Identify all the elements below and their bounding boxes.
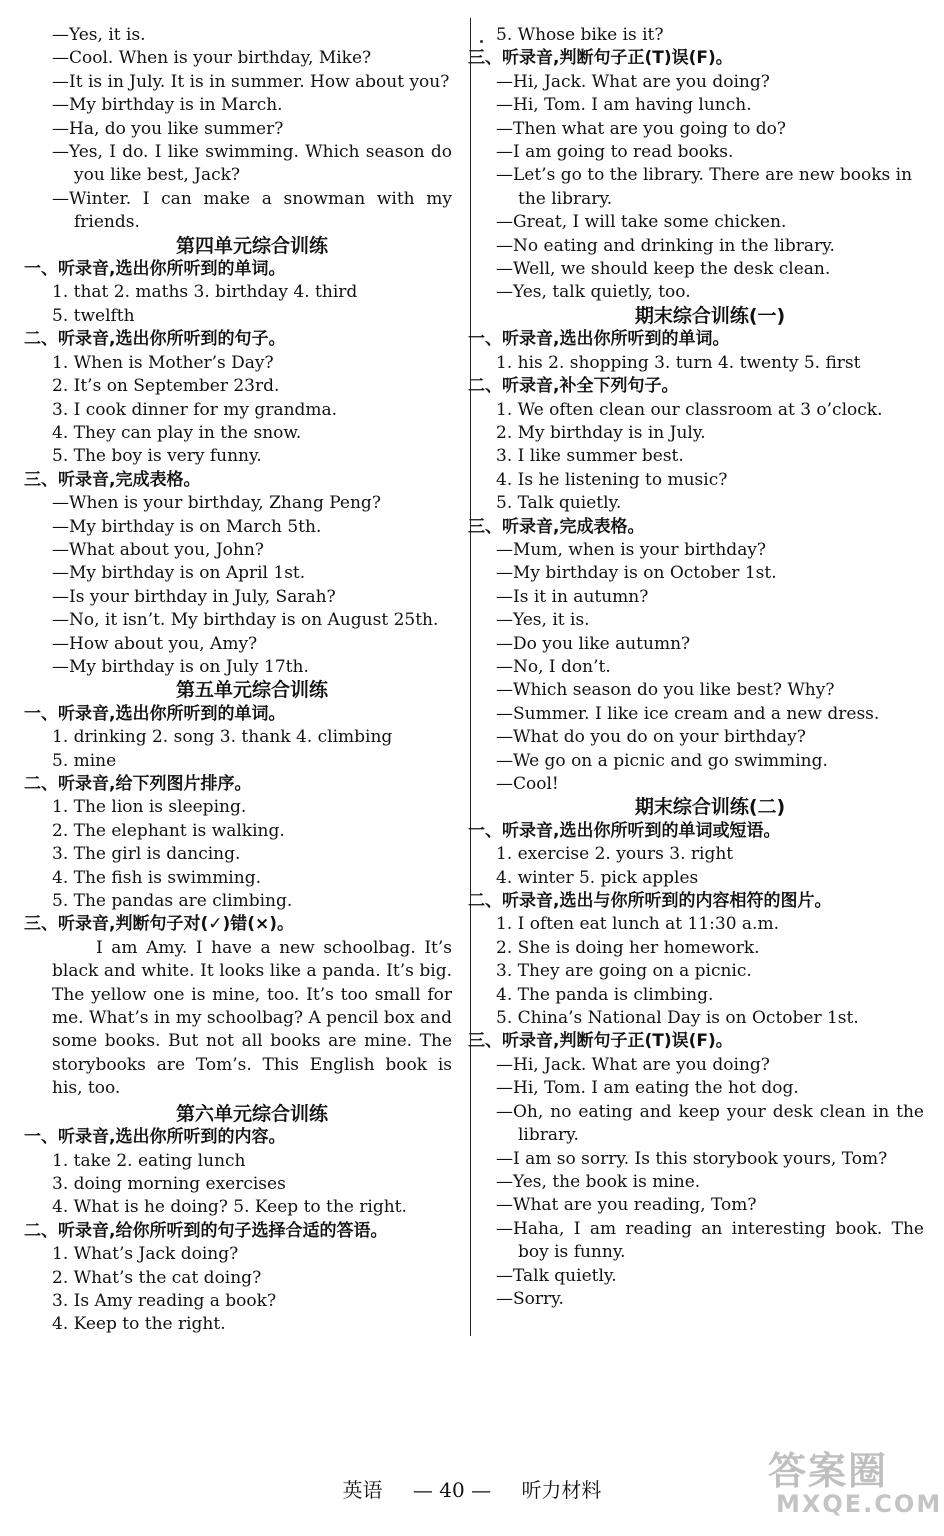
watermark-url: MXQE.COM [776,1490,943,1518]
unit5-title: 第五单元综合训练 [175,679,328,702]
column-divider [470,18,471,1336]
section-heading: 二、听录音,选出与你所听到的内容相符的图片。 [468,891,832,912]
answer-line: 1. his 2. shopping 3. turn 4. twenty 5. first [496,352,861,373]
answer-line: 3. I cook dinner for my grandma. [52,399,338,420]
answer-line: 1. When is Mother’s Day? [52,352,274,373]
dialogue-line: —My birthday is in March. [52,95,283,116]
dialogue-line: —Yes, talk quietly, too. [496,282,691,303]
watermark-logo-text: 答案圈 [768,1449,889,1493]
answer-line: 4. The fish is swimming. [52,867,261,888]
dialogue-line: —We go on a picnic and go swimming. [496,750,828,771]
section-heading: 三、听录音,判断句子正(T)误(F)。 [468,1031,733,1052]
answer-line: 4. They can play in the snow. [52,422,302,443]
section-heading: 二、听录音,选出你所听到的句子。 [24,329,286,350]
dialogue-line: —No, I don’t. [496,656,611,677]
answer-line: 4. Is he listening to music? [496,469,728,490]
dialogue-line: —My birthday is on July 17th. [52,656,309,677]
answer-line: 2. The elephant is walking. [52,820,285,841]
footer-subject: 英语 [342,1478,383,1502]
dialogue-line: —Yes, it is. [52,25,146,45]
answer-line: 5. China’s National Day is on October 1st. [496,1008,859,1029]
dialogue-line: —It is in July. It is in summer. How about you? [52,71,450,92]
answer-line: 2. She is doing her homework. [496,937,760,958]
dialogue-line: —What are you reading, Tom? [496,1195,757,1216]
answer-line: 5. Talk quietly. [496,493,622,514]
answer-line: 2. My birthday is in July. [496,422,706,443]
dialogue-line: —Yes, I do. I like swimming. Which season do you like best, Jack? [52,142,452,186]
dialogue-line: —Oh, no eating and keep your desk clean in the library. [496,1101,924,1146]
dialogue-line: —Mum, when is your birthday? [496,539,767,560]
answer-line: 4. winter 5. pick apples [496,867,699,888]
dialogue-line: —Ha, do you like summer? [52,118,284,139]
page-number: — 40 — [412,1478,492,1502]
answer-line: 4. The panda is climbing. [496,984,714,1005]
dialogue-line: —When is your birthday, Zhang Peng? [52,493,381,514]
unit6-title: 第六单元综合训练 [175,1102,328,1125]
section-heading: 三、听录音,完成表格。 [24,469,201,490]
section-heading: 三、听录音,判断句子正(T)误(F)。 [468,48,733,69]
footer-label: 听力材料 [521,1478,602,1502]
dialogue-line: —Let’s go to the library. There are new books in the library. [496,165,913,209]
dialogue-line: —Hi, Jack. What are you doing? [496,71,770,92]
answer-line: 1. I often eat lunch at 11:30 a.m. [496,914,779,935]
dialogue-line: —My birthday is on April 1st. [52,563,306,584]
section-heading: 一、听录音,选出你所听到的内容。 [24,1127,286,1148]
answer-line: 1. What’s Jack doing? [52,1244,239,1265]
dialogue-line: —My birthday is on October 1st. [496,563,777,584]
passage-paragraph: I am Amy. I have a new schoolbag. It’s black and white. It looks like a panda. It’s big. The yellow one is mine, too. It’s too small for me. What’s in my schoolbag? A pencil box and some books. But not all books are mine. The storybooks are Tom’s. This English book is his, too. [52,937,452,1099]
answer-line: 2. What’s the cat doing? [52,1267,262,1288]
dialogue-line: —How about you, Amy? [52,633,258,654]
dialogue-line: —Cool. When is your birthday, Mike? [52,48,372,69]
dialogue-line: —Do you like autumn? [496,633,691,654]
dialogue-line: —Hi, Tom. I am eating the hot dog. [496,1078,799,1099]
left-column [24,24,452,1337]
dialogue-line: —I am going to read books. [496,142,734,163]
answer-line: 1. We often clean our classroom at 3 o’clock. [496,399,883,420]
answer-line: 5. mine [52,750,117,771]
answer-line: 1. exercise 2. yours 3. right [496,844,734,865]
watermark [760,1440,943,1528]
answer-line: 3. I like summer best. [496,446,684,467]
answer-line: 1. that 2. maths 3. birthday 4. third [52,282,358,303]
answer-line: 4. Keep to the right. [52,1314,226,1335]
unit4-title: 第四单元综合训练 [175,234,328,257]
dialogue-line: —Is it in autumn? [496,586,649,607]
section-heading: 一、听录音,选出你所听到的单词。 [24,259,286,280]
answer-line: 3. The girl is dancing. [52,844,241,865]
answer-line: 5. The pandas are climbing. [52,891,293,912]
answer-line: 1. take 2. eating lunch [52,1150,246,1171]
dialogue-line: —Talk quietly. [496,1265,617,1286]
dialogue-line: —Yes, the book is mine. [496,1171,701,1192]
right-column [468,24,924,1311]
dialogue-line: —What do you do on your birthday? [496,727,806,748]
answer-line: 2. It’s on September 23rd. [52,376,280,397]
dialogue-line: —Is your birthday in July, Sarah? [52,586,336,607]
dialogue-line: —Hi, Tom. I am having lunch. [496,95,752,116]
section-heading: 二、听录音,给下列图片排序。 [24,774,252,794]
answer-line: 3. They are going on a picnic. [496,961,752,982]
dialogue-line: —Hi, Jack. What are you doing? [496,1054,770,1075]
dialogue-line: —Well, we should keep the desk clean. [496,259,831,280]
dialogue-line: —Then what are you going to do? [496,118,786,139]
section-heading: 二、听录音,给你所听到的句子选择合适的答语。 [24,1220,388,1241]
dialogue-line: —Great, I will take some chicken. [496,212,787,233]
dialogue-line: —Sorry. [496,1288,564,1309]
answer-line: 5. Whose bike is it? [496,25,664,45]
dialogue-line: —Summer. I like ice cream and a new dress. [496,703,880,724]
dialogue-line: —Haha, I am reading an interesting book. The boy is funny. [496,1218,924,1263]
answer-line: 3. Is Amy reading a book? [52,1290,277,1311]
section-heading: 一、听录音,选出你所听到的单词。 [24,703,286,724]
dialogue-line: —No, it isn’t. My birthday is on August 25th. [52,610,439,631]
dialogue-line: —I am so sorry. Is this storybook yours, Tom? [496,1148,888,1169]
section-heading: 一、听录音,选出你所听到的单词。 [468,329,730,350]
dialogue-line: —My birthday is on March 5th. [52,516,322,537]
answer-line: 5. The boy is very funny. [52,446,262,467]
dialogue-line: —What about you, John? [52,539,264,560]
answer-line: 1. The lion is sleeping. [52,797,247,818]
dialogue-line: —No eating and drinking in the library. [496,235,835,256]
dialogue-line: —Winter. I can make a snowman with my friends. [52,188,452,233]
section-heading: 三、听录音,判断句子对(✓)错(×)。 [24,914,295,935]
final2-title: 期末综合训练(二) [634,796,786,819]
answer-line: 4. What is he doing? 5. Keep to the right. [52,1197,407,1218]
answer-line: 3. doing morning exercises [52,1173,286,1194]
answer-line: 1. drinking 2. song 3. thank 4. climbing [52,727,393,748]
dialogue-line: —Yes, it is. [496,610,590,631]
section-heading: 三、听录音,完成表格。 [468,516,645,537]
dialogue-line: —Cool! [496,774,559,794]
dialogue-line: —Which season do you like best? Why? [496,680,835,701]
final1-title: 期末综合训练(一) [634,304,786,327]
answer-line: 5. twelfth [52,305,135,326]
scan-dot [480,40,483,43]
section-heading: 二、听录音,补全下列句子。 [468,376,679,397]
section-heading: 一、听录音,选出你所听到的单词或短语。 [468,820,781,841]
